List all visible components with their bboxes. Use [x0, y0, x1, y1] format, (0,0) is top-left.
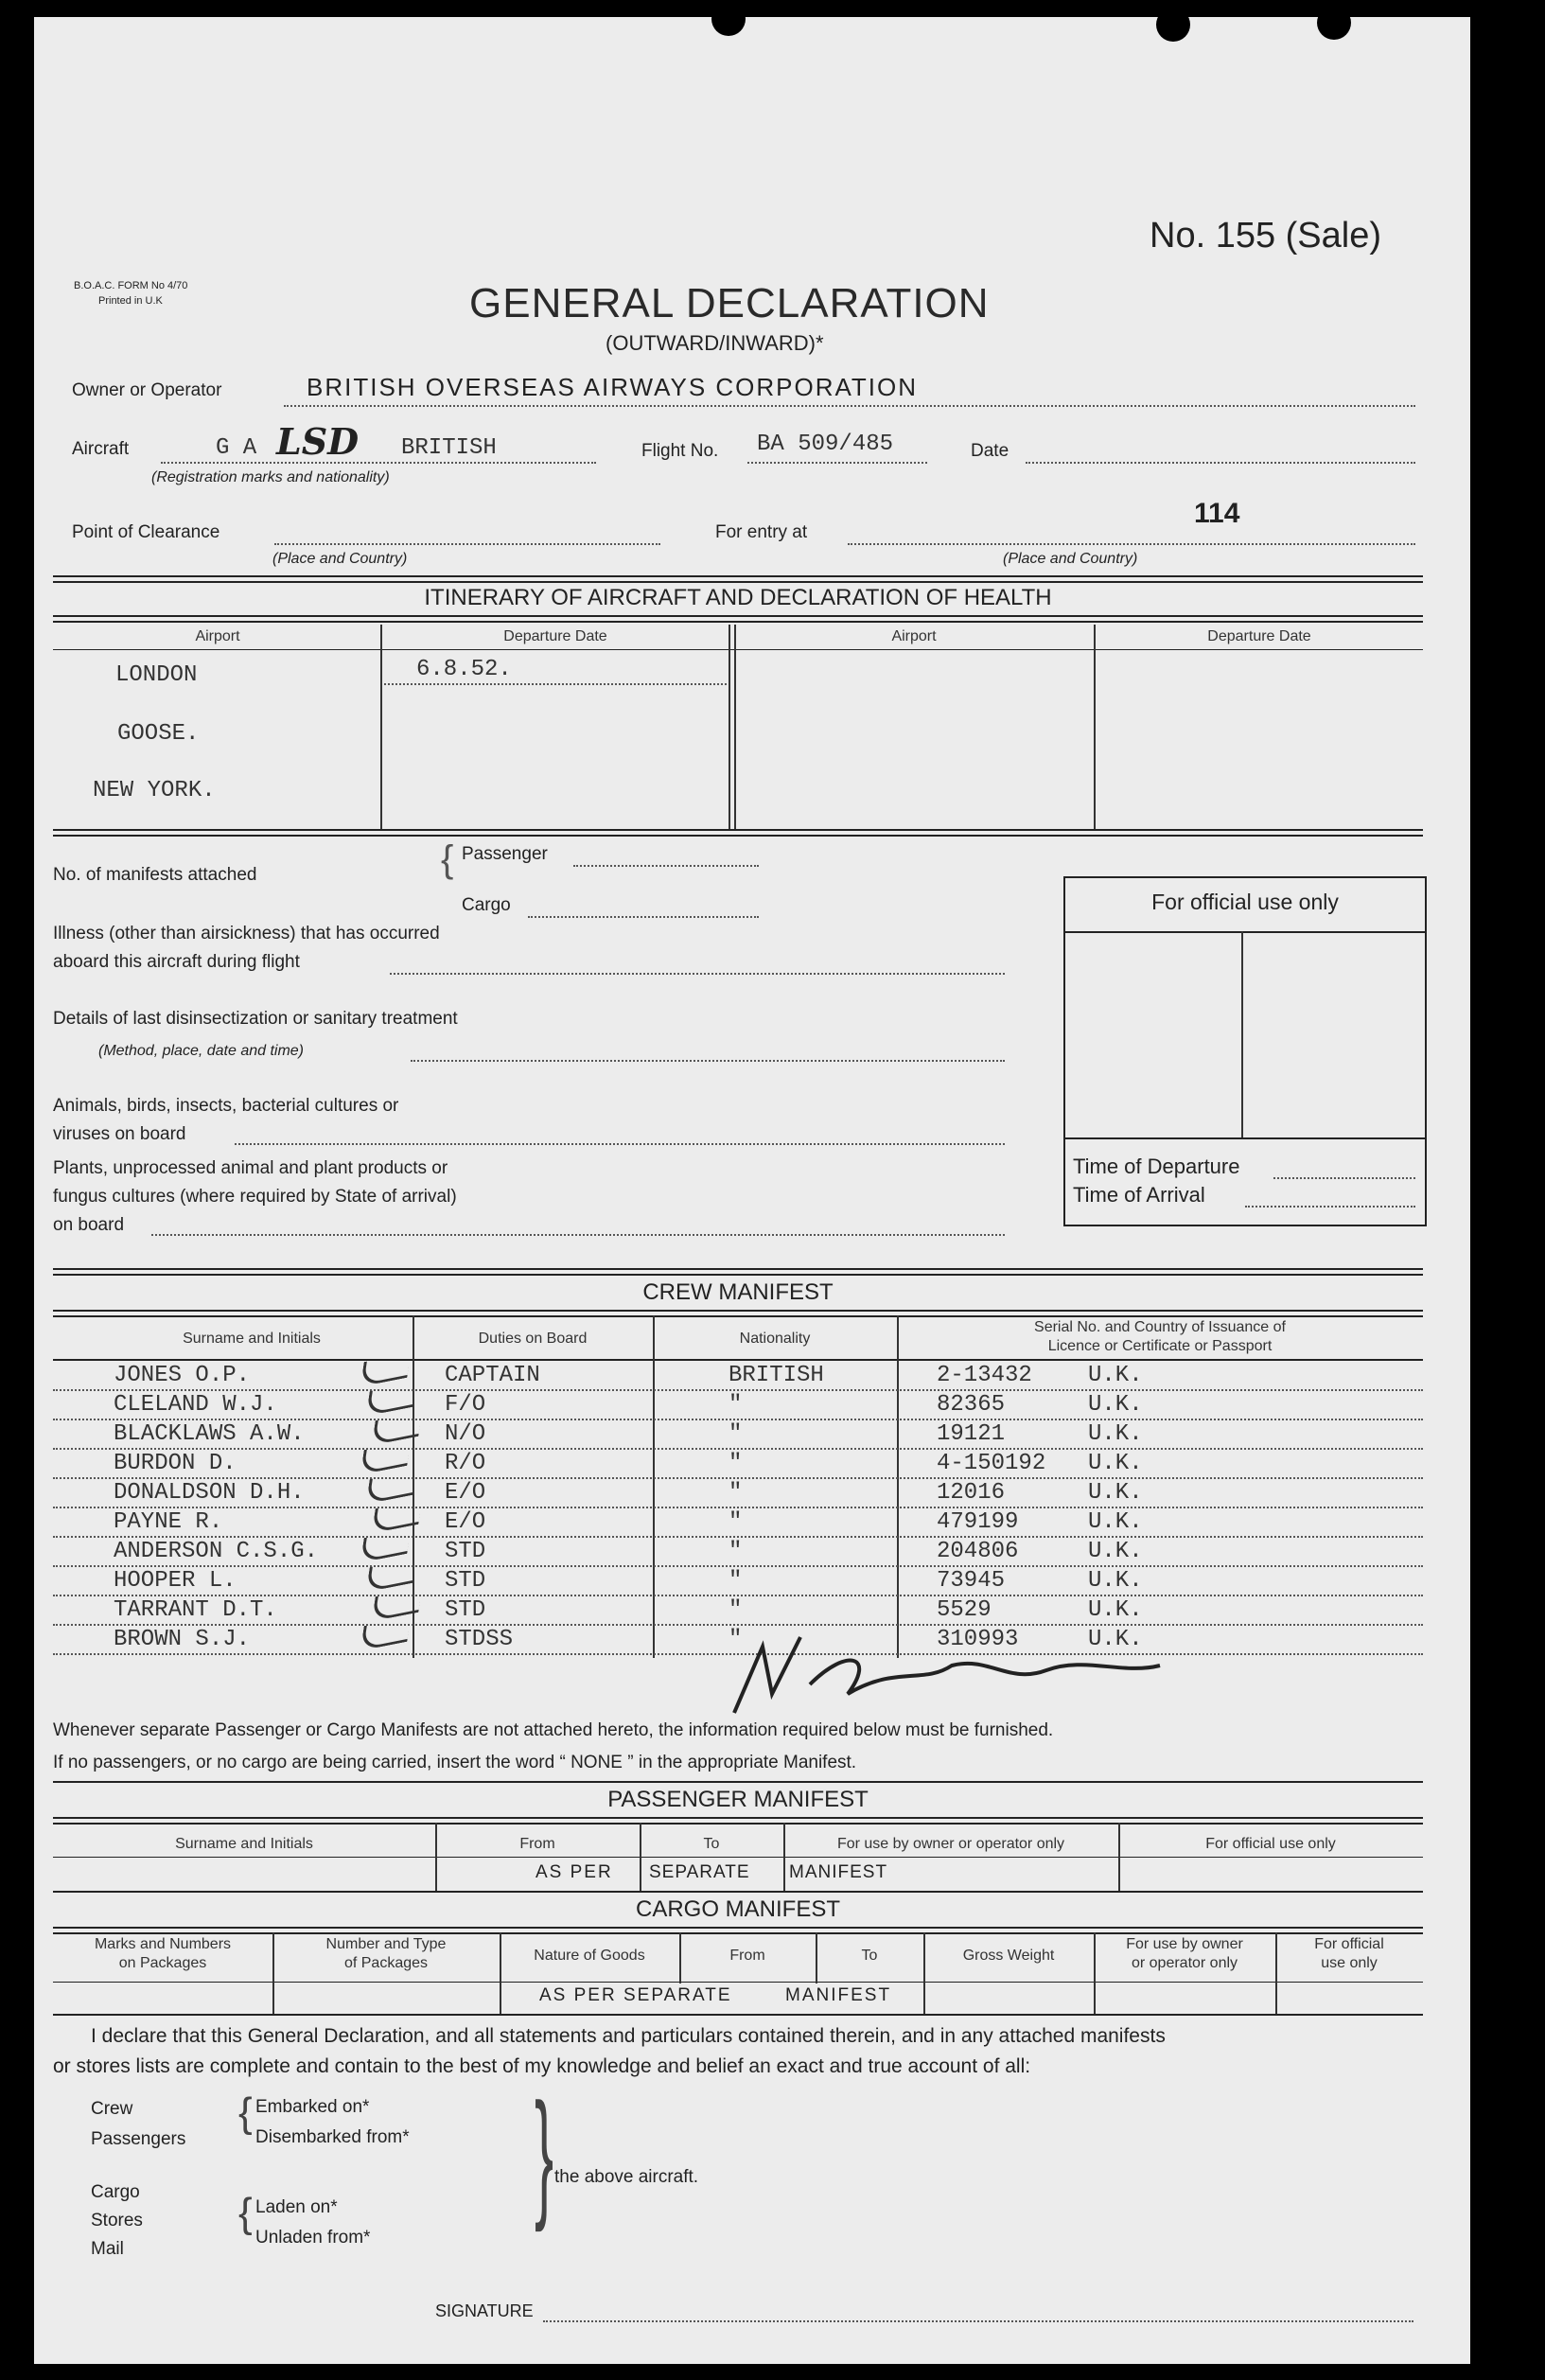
crew-duty: STD	[445, 1597, 486, 1623]
crew-duty: R/O	[445, 1451, 486, 1476]
crew-nationality: "	[729, 1480, 743, 1506]
crew-name: BURDON D.	[114, 1451, 237, 1476]
notice-line-1: Whenever separate Passenger or Cargo Manifests are not attached hereto, the information required below must be furnished.	[53, 1720, 1054, 1740]
plants-line-2: fungus cultures (where required by State of arrival)	[53, 1187, 457, 1207]
owner-value: BRITISH OVERSEAS AIRWAYS CORPORATION	[307, 373, 919, 401]
rule	[53, 1823, 1423, 1825]
crew-serial: 73945	[937, 1568, 1006, 1594]
crew-name: PAYNE R.	[114, 1509, 223, 1535]
rule	[384, 683, 727, 685]
signature-line	[543, 2320, 1413, 2322]
rule	[53, 1927, 1423, 1929]
rule	[573, 865, 759, 867]
crew-header-nationality: Nationality	[739, 1331, 811, 1347]
rule	[151, 1234, 1005, 1236]
declaration-line-2: or stores lists are complete and contain to the best of my knowledge and belief an exact and true account of all:	[53, 2055, 1031, 2077]
form-printed: Printed in U.K	[98, 295, 163, 307]
brace: {	[441, 838, 454, 880]
col-line	[729, 625, 730, 831]
animals-line-2: viruses on board	[53, 1124, 186, 1144]
passenger-header-to: To	[703, 1836, 720, 1852]
page-ref: 114	[1194, 498, 1240, 529]
passenger-manifests-label: Passenger	[462, 844, 548, 864]
rule	[848, 543, 1415, 545]
disinsection-line-1: Details of last disinsectization or sanitary treatment	[53, 1009, 458, 1029]
cargo-row-as-per-separate: AS PER SEPARATE	[539, 1985, 732, 2005]
passenger-header-from: From	[519, 1836, 555, 1852]
rule	[53, 649, 1423, 650]
rule	[235, 1143, 1005, 1145]
rule	[390, 973, 1005, 975]
cargo-header-nature: Nature of Goods	[534, 1948, 645, 1964]
crew-country: U.K.	[1088, 1451, 1143, 1476]
rule	[53, 1781, 1423, 1783]
passenger-header-name: Surname and Initials	[175, 1836, 313, 1852]
col-line	[653, 1315, 655, 1658]
col-line	[500, 1932, 501, 2014]
rule	[53, 829, 1423, 831]
embarked-label: Embarked on*	[255, 2097, 370, 2117]
crew-header-duties: Duties on Board	[478, 1331, 588, 1347]
rule	[53, 1359, 1423, 1361]
cargo-header-official-2: use only	[1321, 1955, 1378, 1971]
crew-word: Crew	[91, 2099, 133, 2119]
cargo-header-official-1: For official	[1314, 1936, 1384, 1952]
rule	[53, 615, 1423, 617]
signature-label: SIGNATURE	[435, 2301, 534, 2320]
col-line	[1094, 625, 1096, 831]
crew-duty: E/O	[445, 1509, 486, 1535]
notice-line-2: If no passengers, or no cargo are being carried, insert the word “ NONE ” in the appropriate Manifest.	[53, 1753, 857, 1772]
crew-duty: F/O	[445, 1392, 486, 1418]
owner-label: Owner or Operator	[72, 380, 222, 400]
crew-duty: N/O	[445, 1421, 486, 1447]
flight-label: Flight No.	[641, 441, 719, 461]
crew-name: BLACKLAWS A.W.	[114, 1421, 305, 1447]
rule	[1273, 1177, 1415, 1179]
date-label: Date	[971, 441, 1010, 461]
crew-row-rule	[53, 1565, 1423, 1567]
passenger-row-as-per: AS PER	[535, 1862, 613, 1882]
crew-name: HOOPER L.	[114, 1568, 237, 1594]
passenger-row-manifest: MANIFEST	[789, 1862, 888, 1882]
passenger-header-official: For official use only	[1205, 1836, 1336, 1852]
rule	[53, 1891, 1423, 1893]
crew-country: U.K.	[1088, 1627, 1143, 1652]
rule	[53, 1982, 1423, 1983]
disembarked-label: Disembarked from*	[255, 2127, 410, 2147]
crew-country: U.K.	[1088, 1480, 1143, 1506]
col-line	[816, 1932, 817, 1983]
passengers-word: Passengers	[91, 2129, 186, 2149]
col-line	[1118, 1823, 1120, 1891]
clearance-note: (Place and Country)	[272, 551, 408, 567]
cargo-header-operator-2: or operator only	[1131, 1955, 1238, 1971]
mail-word: Mail	[91, 2239, 124, 2259]
crew-country: U.K.	[1088, 1392, 1143, 1418]
itinerary-airport-3: NEW YORK.	[93, 778, 216, 803]
laden-label: Laden on*	[255, 2197, 338, 2217]
rule	[274, 543, 660, 545]
illness-line-1: Illness (other than airsickness) that has occurred	[53, 924, 440, 943]
crew-nationality: "	[729, 1451, 743, 1476]
col-line	[1275, 1932, 1277, 2014]
rule	[53, 1274, 1423, 1276]
crew-serial: 2-13432	[937, 1363, 1032, 1388]
col-line	[783, 1823, 785, 1891]
crew-serial: 204806	[937, 1539, 1019, 1564]
crew-name: CLELAND W.J.	[114, 1392, 277, 1418]
rule	[1063, 931, 1427, 933]
aircraft-reg-handwritten: LSD	[276, 420, 360, 463]
col-line	[679, 1932, 681, 1983]
rule	[53, 1310, 1423, 1312]
crew-duty: E/O	[445, 1480, 486, 1506]
crew-country: U.K.	[1088, 1539, 1143, 1564]
crew-serial: 82365	[937, 1392, 1006, 1418]
crew-serial: 479199	[937, 1509, 1019, 1535]
rule	[1245, 1206, 1415, 1208]
above-aircraft-label: the above aircraft.	[554, 2167, 699, 2187]
col-line	[272, 1932, 274, 2014]
cargo-header-marks-2: on Packages	[118, 1955, 207, 1971]
itinerary-header-date: Departure Date	[503, 628, 607, 644]
rule	[53, 2014, 1423, 2016]
col-line	[435, 1823, 437, 1891]
itinerary-title: ITINERARY OF AIRCRAFT AND DECLARATION OF HEALTH	[424, 585, 1052, 610]
cargo-header-operator-1: For use by owner	[1126, 1936, 1243, 1952]
rule	[1026, 462, 1415, 464]
brace: {	[238, 2089, 253, 2136]
plants-line-3: on board	[53, 1215, 125, 1235]
aircraft-nationality: BRITISH	[401, 435, 497, 461]
aircraft-reg: G A	[216, 435, 257, 461]
time-arrival-label: Time of Arrival	[1073, 1183, 1205, 1207]
rule	[53, 1315, 1423, 1317]
crew-row-rule	[53, 1624, 1423, 1626]
flight-value: BA 509/485	[757, 432, 894, 457]
crew-name: JONES O.P.	[114, 1363, 251, 1388]
rule	[1063, 1137, 1427, 1139]
illness-line-2: aboard this aircraft during flight	[53, 952, 300, 972]
declaration-line-1: I declare that this General Declaration, and all statements and particulars contained therein, and in any attached manifests	[91, 2025, 1166, 2047]
col-line	[923, 1932, 925, 2014]
crew-duty: STDSS	[445, 1627, 514, 1652]
crew-serial: 5529	[937, 1597, 992, 1623]
clearance-label: Point of Clearance	[72, 522, 220, 542]
crew-row-rule	[53, 1419, 1423, 1420]
crew-name: TARRANT D.T.	[114, 1597, 277, 1623]
crew-name: ANDERSON C.S.G.	[114, 1539, 319, 1564]
rule	[53, 1932, 1423, 1934]
col-line	[640, 1823, 641, 1891]
rule	[53, 1857, 1423, 1858]
rule	[53, 581, 1423, 583]
plants-line-1: Plants, unprocessed animal and plant products or	[53, 1158, 448, 1178]
cargo-header-marks-1: Marks and Numbers	[94, 1936, 232, 1952]
passenger-row-separate: SEPARATE	[649, 1862, 750, 1882]
aircraft-label: Aircraft	[72, 439, 130, 459]
page-subtitle: (OUTWARD/INWARD)*	[606, 331, 824, 355]
crew-row-rule	[53, 1477, 1423, 1479]
itinerary-header-airport: Airport	[195, 628, 240, 644]
crew-nationality: "	[729, 1509, 743, 1535]
rule	[528, 916, 759, 918]
crew-name: DONALDSON D.H.	[114, 1480, 305, 1506]
cargo-row-manifest: MANIFEST	[785, 1985, 892, 2005]
passenger-header-operator: For use by owner or operator only	[836, 1836, 1065, 1852]
crew-serial: 12016	[937, 1480, 1006, 1506]
col-line	[897, 1315, 899, 1658]
itinerary-header-airport-2: Airport	[891, 628, 937, 644]
entry-note: (Place and Country)	[1003, 551, 1138, 567]
rule	[284, 405, 1415, 407]
crew-nationality: "	[729, 1627, 743, 1652]
rule	[53, 835, 1423, 837]
crew-signature	[706, 1628, 1198, 1722]
aircraft-note: (Registration marks and nationality)	[151, 469, 390, 485]
crew-nationality: "	[729, 1568, 743, 1594]
manifests-label: No. of manifests attached	[53, 865, 257, 885]
punch-hole	[711, 2, 746, 36]
crew-serial: 4-150192	[937, 1451, 1046, 1476]
brace: {	[238, 2190, 253, 2236]
crew-row-rule	[53, 1448, 1423, 1450]
rule	[53, 1817, 1423, 1819]
cargo-header-number-1: Number and Type	[325, 1936, 447, 1952]
cargo-manifest-title: CARGO MANIFEST	[635, 1896, 840, 1922]
crew-row-rule	[53, 1507, 1423, 1508]
crew-country: U.K.	[1088, 1597, 1143, 1623]
rule	[53, 621, 1423, 623]
crew-duty: STD	[445, 1568, 486, 1594]
cargo-manifests-label: Cargo	[462, 895, 511, 915]
time-departure-label: Time of Departure	[1073, 1155, 1240, 1178]
crew-country: U.K.	[1088, 1568, 1143, 1594]
page-title: GENERAL DECLARATION	[469, 280, 990, 326]
crew-header-name: Surname and Initials	[183, 1331, 321, 1347]
punch-hole	[1156, 8, 1190, 42]
itinerary-airport-2: GOOSE.	[117, 721, 200, 747]
crew-row-rule	[53, 1536, 1423, 1538]
crew-duty: CAPTAIN	[445, 1363, 540, 1388]
cargo-word: Cargo	[91, 2182, 140, 2202]
crew-header-licence: Licence or Certificate or Passport	[1047, 1338, 1273, 1354]
stores-word: Stores	[91, 2211, 143, 2230]
itinerary-airport-1: LONDON	[115, 662, 198, 688]
cargo-header-number-2: of Packages	[343, 1955, 429, 1971]
punch-hole	[1317, 6, 1351, 40]
crew-name: BROWN S.J.	[114, 1627, 251, 1652]
crew-nationality: BRITISH	[729, 1363, 824, 1388]
animals-line-1: Animals, birds, insects, bacterial cultures or	[53, 1096, 399, 1116]
rule	[53, 1268, 1423, 1270]
itinerary-date-1: 6.8.52.	[416, 657, 512, 682]
form-code: B.O.A.C. FORM No 4/70	[74, 280, 188, 291]
crew-nationality: "	[729, 1392, 743, 1418]
document-number: No. 155 (Sale)	[1150, 216, 1382, 256]
crew-country: U.K.	[1088, 1509, 1143, 1535]
crew-row-rule	[53, 1389, 1423, 1391]
col-line	[1094, 1932, 1096, 2014]
crew-header-serial: Serial No. and Country of Issuance of	[1034, 1319, 1286, 1335]
rule	[747, 462, 927, 464]
crew-row-rule	[53, 1595, 1423, 1596]
crew-serial: 310993	[937, 1627, 1019, 1652]
passenger-manifest-title: PASSENGER MANIFEST	[607, 1787, 869, 1812]
unladen-label: Unladen from*	[255, 2228, 371, 2248]
brace: }	[535, 2073, 554, 2232]
rule	[161, 462, 596, 464]
crew-duty: STD	[445, 1539, 486, 1564]
col-line	[1241, 931, 1243, 1137]
crew-country: U.K.	[1088, 1421, 1143, 1447]
itinerary-header-date-2: Departure Date	[1207, 628, 1311, 644]
crew-nationality: "	[729, 1597, 743, 1623]
crew-country: U.K.	[1088, 1363, 1143, 1388]
entry-label: For entry at	[715, 522, 808, 542]
col-line	[380, 625, 382, 831]
crew-manifest-title: CREW MANIFEST	[642, 1279, 834, 1305]
cargo-header-weight: Gross Weight	[962, 1948, 1055, 1964]
crew-serial: 19121	[937, 1421, 1006, 1447]
crew-nationality: "	[729, 1539, 743, 1564]
col-line	[734, 625, 736, 831]
disinsection-line-2: (Method, place, date and time)	[98, 1043, 305, 1059]
rule	[411, 1060, 1005, 1062]
rule	[53, 575, 1423, 577]
cargo-header-to: To	[861, 1948, 878, 1964]
official-use-title: For official use only	[1151, 890, 1339, 914]
crew-nationality: "	[729, 1421, 743, 1447]
cargo-header-from: From	[729, 1948, 765, 1964]
